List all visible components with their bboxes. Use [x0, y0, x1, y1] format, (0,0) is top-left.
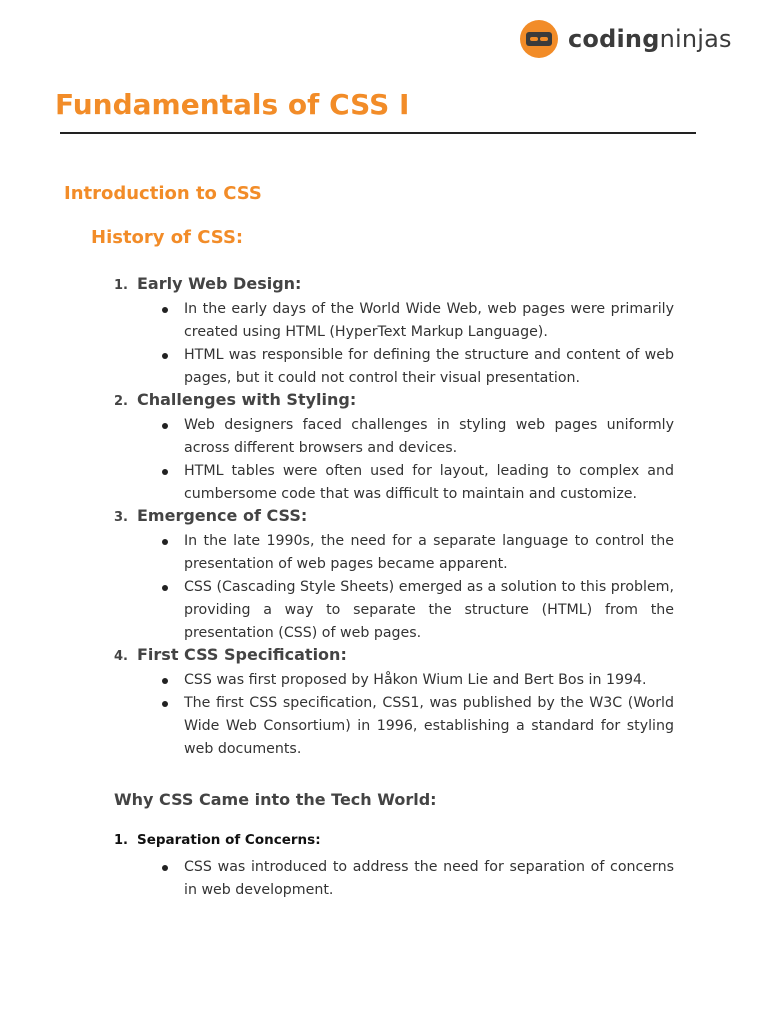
- list-heading-text: First CSS Specification:: [137, 645, 347, 664]
- list-item-heading: [114, 390, 674, 414]
- list-heading-text: Emergence of CSS:: [137, 506, 308, 525]
- section-heading-introduction: Introduction to CSS: [64, 183, 262, 204]
- bullet-text: CSS (Cascading Style Sheets) emerged as a solution to this problem, providing a way to separate the structure (HTML) from the presentation (CSS) of web pages.: [184, 579, 674, 641]
- list-heading-text: Challenges with Styling:: [137, 390, 357, 409]
- list-item-heading: [114, 274, 674, 298]
- list-item: [114, 506, 674, 645]
- ninja-mask-icon: [520, 20, 558, 58]
- bullet-item: [114, 344, 674, 390]
- bullet-item: [114, 298, 674, 344]
- list-number: 1.: [114, 833, 128, 848]
- bullet-text: HTML tables were often used for layout, leading to complex and cumbersome code that was difficult to maintain and customize.: [184, 463, 674, 502]
- bullet-dot-icon: [162, 307, 168, 313]
- bullet-dot-icon: [162, 469, 168, 475]
- subsection-heading-why-css: Why CSS Came into the Tech World:: [114, 790, 437, 809]
- list-number: 1.: [114, 278, 128, 293]
- bullet-dot-icon: [162, 678, 168, 684]
- list-number: 4.: [114, 649, 128, 664]
- list-item: [114, 832, 674, 902]
- document-title: Fundamentals of CSS I: [55, 88, 410, 121]
- list-item: [114, 645, 674, 761]
- bullet-dot-icon: [162, 423, 168, 429]
- bullet-item: [114, 669, 674, 692]
- bullet-dot-icon: [162, 865, 168, 871]
- list-number: 3.: [114, 510, 128, 525]
- bullet-text: HTML was responsible for defining the structure and content of web pages, but it could not control their visual presentation.: [184, 347, 674, 386]
- bullet-text: CSS was introduced to address the need for separation of concerns in web development.: [184, 859, 674, 898]
- history-list: [114, 274, 674, 761]
- bullet-list: [114, 414, 674, 506]
- bullet-text: In the late 1990s, the need for a separate language to control the presentation of web pages became apparent.: [184, 533, 674, 572]
- bullet-list: [114, 669, 674, 761]
- logo-text: codingninjas: [568, 25, 732, 53]
- subsection-heading-history: History of CSS:: [91, 227, 244, 248]
- bullet-item: [114, 460, 674, 506]
- title-divider: [60, 132, 696, 134]
- bullet-dot-icon: [162, 539, 168, 545]
- coding-ninjas-logo: [520, 20, 732, 58]
- list-heading-text: Separation of Concerns:: [137, 832, 321, 848]
- bullet-item: [114, 856, 674, 902]
- list-item-heading: [114, 832, 674, 856]
- bullet-dot-icon: [162, 701, 168, 707]
- bullet-item: [114, 576, 674, 645]
- bullet-list: [114, 856, 674, 902]
- bullet-text: The first CSS specification, CSS1, was published by the W3C (World Wide Web Consortium) in 1996, establishing a standard for styling web documents.: [184, 695, 674, 757]
- bullet-list: [114, 298, 674, 390]
- bullet-dot-icon: [162, 353, 168, 359]
- bullet-item: [114, 530, 674, 576]
- why-css-list: [114, 832, 674, 902]
- bullet-text: Web designers faced challenges in styling web pages uniformly across different browsers and devices.: [184, 417, 674, 456]
- list-item: [114, 390, 674, 506]
- list-heading-text: Early Web Design:: [137, 274, 302, 293]
- bullet-text: In the early days of the World Wide Web, web pages were primarily created using HTML (HyperText Markup Language).: [184, 301, 674, 340]
- bullet-text: CSS was first proposed by Håkon Wium Lie and Bert Bos in 1994.: [184, 672, 647, 688]
- list-item-heading: [114, 645, 674, 669]
- list-number: 2.: [114, 394, 128, 409]
- list-item-heading: [114, 506, 674, 530]
- bullet-list: [114, 530, 674, 645]
- list-item: [114, 274, 674, 390]
- bullet-dot-icon: [162, 585, 168, 591]
- bullet-item: [114, 692, 674, 761]
- bullet-item: [114, 414, 674, 460]
